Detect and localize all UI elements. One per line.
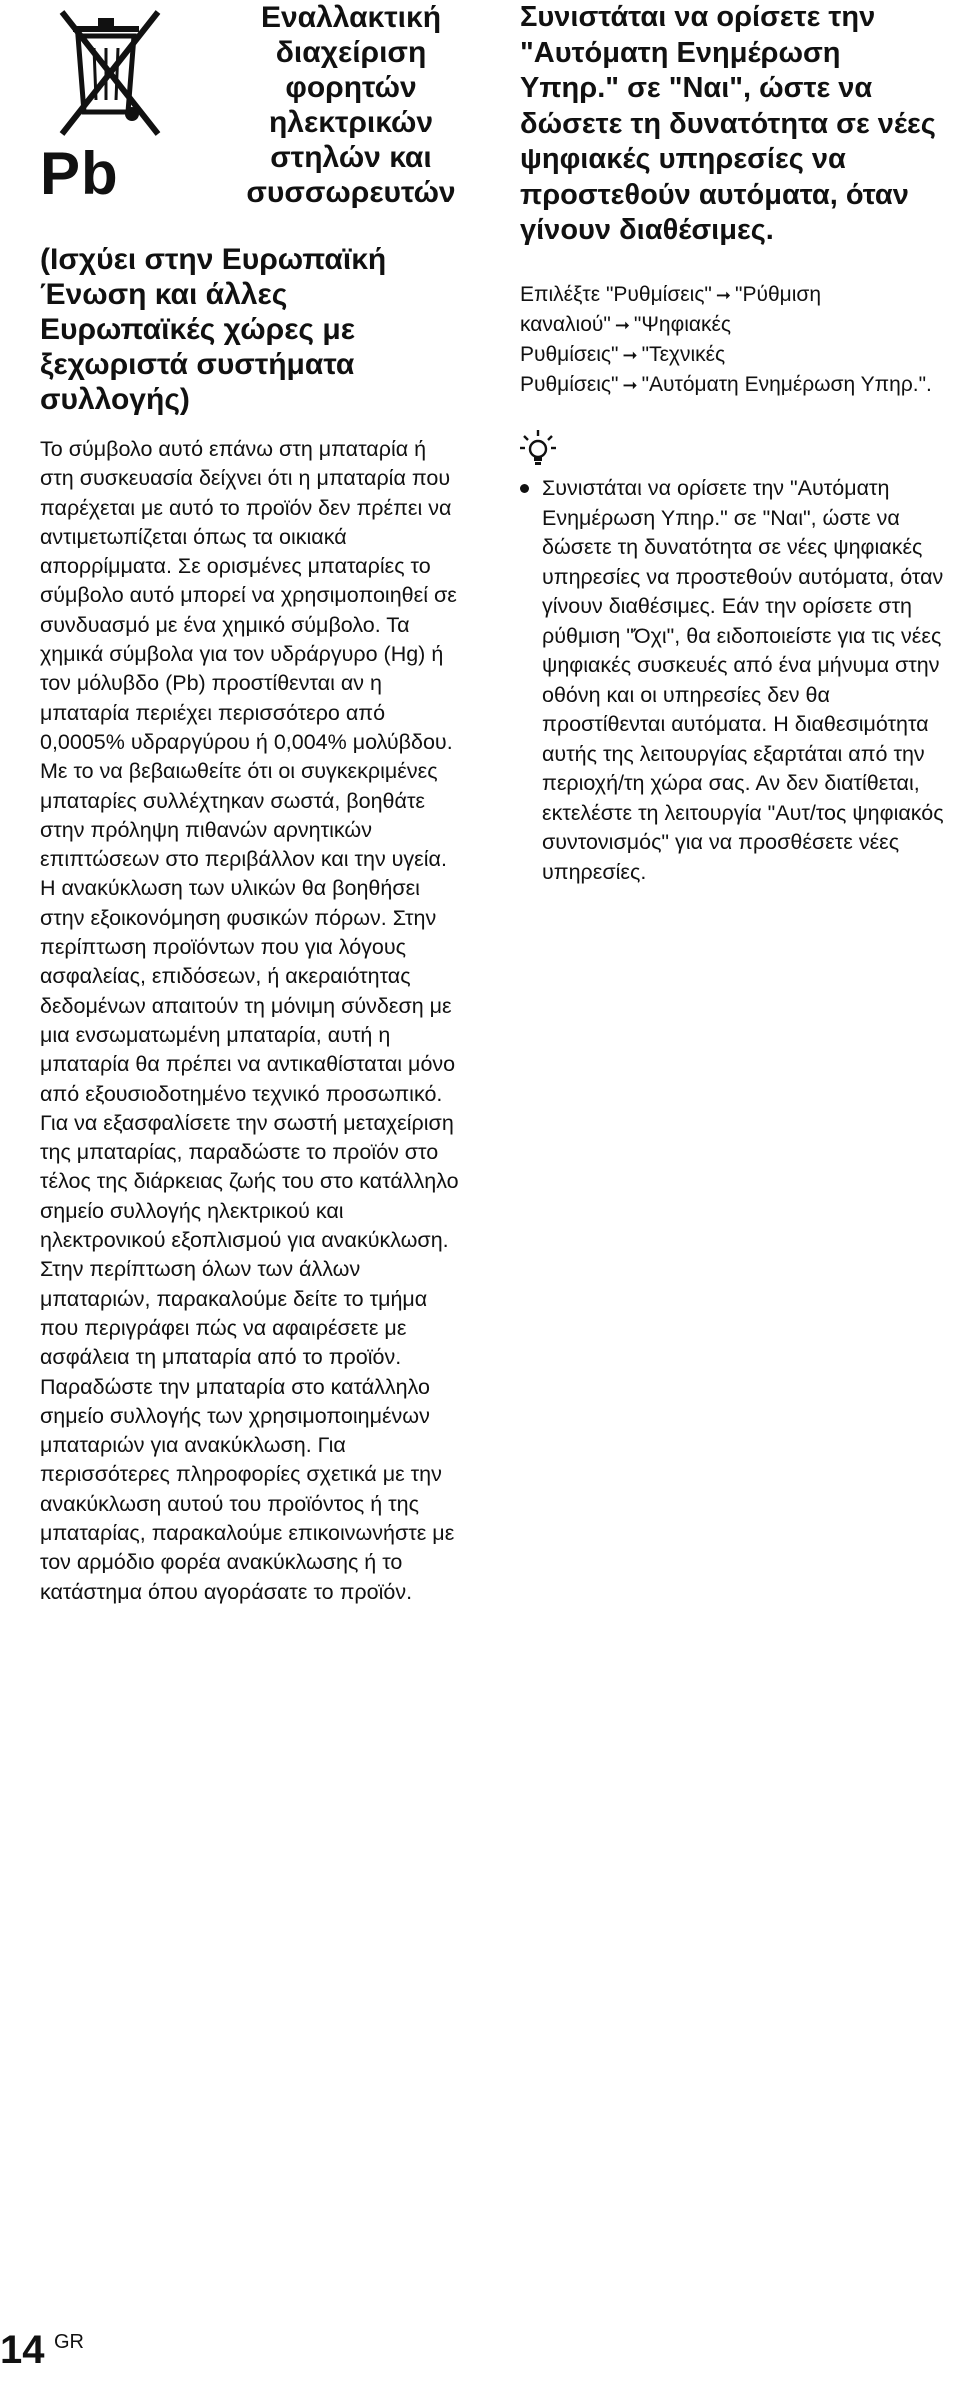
crossed-bin-svg: [40, 4, 185, 149]
section-scope: (Ισχύει στην Ευρωπαϊκή Ένωση και άλλες Ευρωπαϊκές χώρες με ξεχωριστά συστήματα συλλογής): [40, 243, 387, 416]
arrow-right-icon: ➞: [622, 345, 638, 365]
crossed-bin-icon: [40, 4, 185, 214]
arrow-right-icon: ➞: [622, 375, 638, 395]
auto-update-heading: Συνιστάται να ορίσετε την "Αυτόματη Ενημέρωση Υπηρ." σε "Ναι", ώστε να δώσετε τη δυνατότητα σε νέες ψηφιακές υπηρεσίες να προστεθούν αυτόματα, όταν γίνουν διαθέσιμες.: [520, 1, 936, 246]
lightbulb-svg: [520, 430, 556, 468]
list-item: [520, 474, 950, 887]
section-title-line: διαχείριση: [275, 36, 427, 69]
menu-path: [520, 280, 940, 400]
tip-text: Συνιστάται να ορίσετε την "Αυτόματη Ενημέρωση Υπηρ." σε "Ναι", ώστε να δώσετε τη δυνατότητα σε νέες ψηφιακές υπηρεσίες να προστεθούν αυτόματα, όταν γίνουν διαθέσιμες. Εάν την ορίσετε στη ρύθμιση "Όχι", θα ειδοποιείστε για τις νέες ψηφιακές συσκευές από ένα μήνυμα στην οθόνη και οι υπηρεσίες δεν θα προστίθενται αυτόματα. Η διαθεσιμότητα αυτής της λειτουργίας εξαρτάται από την περιοχή/τη χώρα σας. Αν δεν διατίθεται, εκτελέστε τη λειτουργία "Αυτ/τος ψηφιακός συντονισμός" για να προσθέσετε νέες υπηρεσίες.: [542, 476, 944, 884]
menu-path-step: "Ρυθμίσεις": [605, 283, 712, 306]
section-title-line: ηλεκτρικών: [268, 106, 434, 139]
arrow-right-icon: ➞: [614, 315, 630, 335]
battery-disposal-text: Το σύμβολο αυτό επάνω στη μπαταρία ή στη συσκευασία δείχνει ότι η μπαταρία που παρέχεται με αυτό το προϊόν δεν πρέπει να αντιμετωπίζεται όπως τα οικιακά απορρίμματα. Σε ορισμένες μπαταρίες το σύμβολο αυτό μπορεί να χρησιμοποιηθεί σε συνδυασμό με ένα χημικό σύμβολο. Τα χημικά σύμβολα για τον υδράργυρο (Hg) ή τον μόλυβδο (Pb) προστίθενται αν η μπαταρία περιέχει περισσότερο από 0,0005% υδραργύρου ή 0,004% μολύβδου. Με το να βεβαιωθείτε ότι οι συγκεκριμένες μπαταρίες συλλέχτηκαν σωστά, βοηθάτε στην πρόληψη πιθανών αρνητικών επιπτώσεων στο περιβάλλον και την υγεία. Η ανακύκλωση των υλικών θα βοηθήσει στην εξοικονόμηση φυσικών πόρων. Στην περίπτωση προϊόντων που για λόγους ασφαλείας, επιδόσεων, ή ακεραιότητας δεδομένων απαιτούν τη μόνιμη σύνδεση με μια ενσωματωμένη μπαταρία, αυτή η μπαταρία θα πρέπει να αντικαθίσταται μόνο από εξουσιοδοτημένο τεχνικό προσωπικό. Για να εξασφαλίσετε την σωστή μεταχείριση της μπαταρίας, παραδώστε το προϊόν στο τέλος της διάρκειας ζωής του στο κατάλληλο σημείο συλλογής ηλεκτρικού και ηλεκτρονικού εξοπλισμού για ανακύκλωση. Στην περίπτωση όλων των άλλων μπαταριών, παρακαλούμε δείτε το τμήμα που περιγράφει πώς να αφαιρέσετε με ασφάλεια τη μπαταρία από το προϊόν. Παραδώστε την μπαταρία στο κατάλληλο σημείο συλλογής των χρησιμοποιημένων μπαταριών για ανακύκλωση. Για περισσότερες πληροφορίες σχετικά με την ανακύκλωση αυτού του προϊόντος ή της μπαταρίας, παρακαλούμε επικοινωνήστε με τον αρμόδιο φορέα ανακύκλωσης ή το κατάστημα όπου αγοράσατε το προϊόν.: [40, 437, 459, 1604]
page-number: 14: [0, 2328, 45, 2372]
section-title-line: στηλών και: [270, 141, 432, 174]
bullet-icon: [520, 484, 529, 493]
section-title-line: Εναλλακτική: [260, 1, 442, 34]
menu-path-prefix: Επιλέξτε: [520, 283, 601, 306]
page-language-code: GR: [54, 2331, 84, 2353]
menu-path-step: "Ρύθμιση καναλιού": [520, 283, 822, 336]
menu-path-step: "Αυτόματη Ενημέρωση Υπηρ.".: [641, 373, 932, 396]
lead-symbol: Pb: [40, 140, 119, 207]
lightbulb-icon: [520, 430, 556, 468]
section-title-line: συσσωρευτών: [246, 176, 456, 209]
menu-path-step: "Τεχνικές Ρυθμίσεις": [520, 343, 726, 396]
arrow-right-icon: ➞: [715, 285, 731, 305]
menu-path-step: "Ψηφιακές Ρυθμίσεις": [520, 313, 731, 366]
section-title: [226, 0, 476, 210]
section-title-line: φορητών: [285, 71, 417, 104]
tip-list: [520, 474, 950, 887]
